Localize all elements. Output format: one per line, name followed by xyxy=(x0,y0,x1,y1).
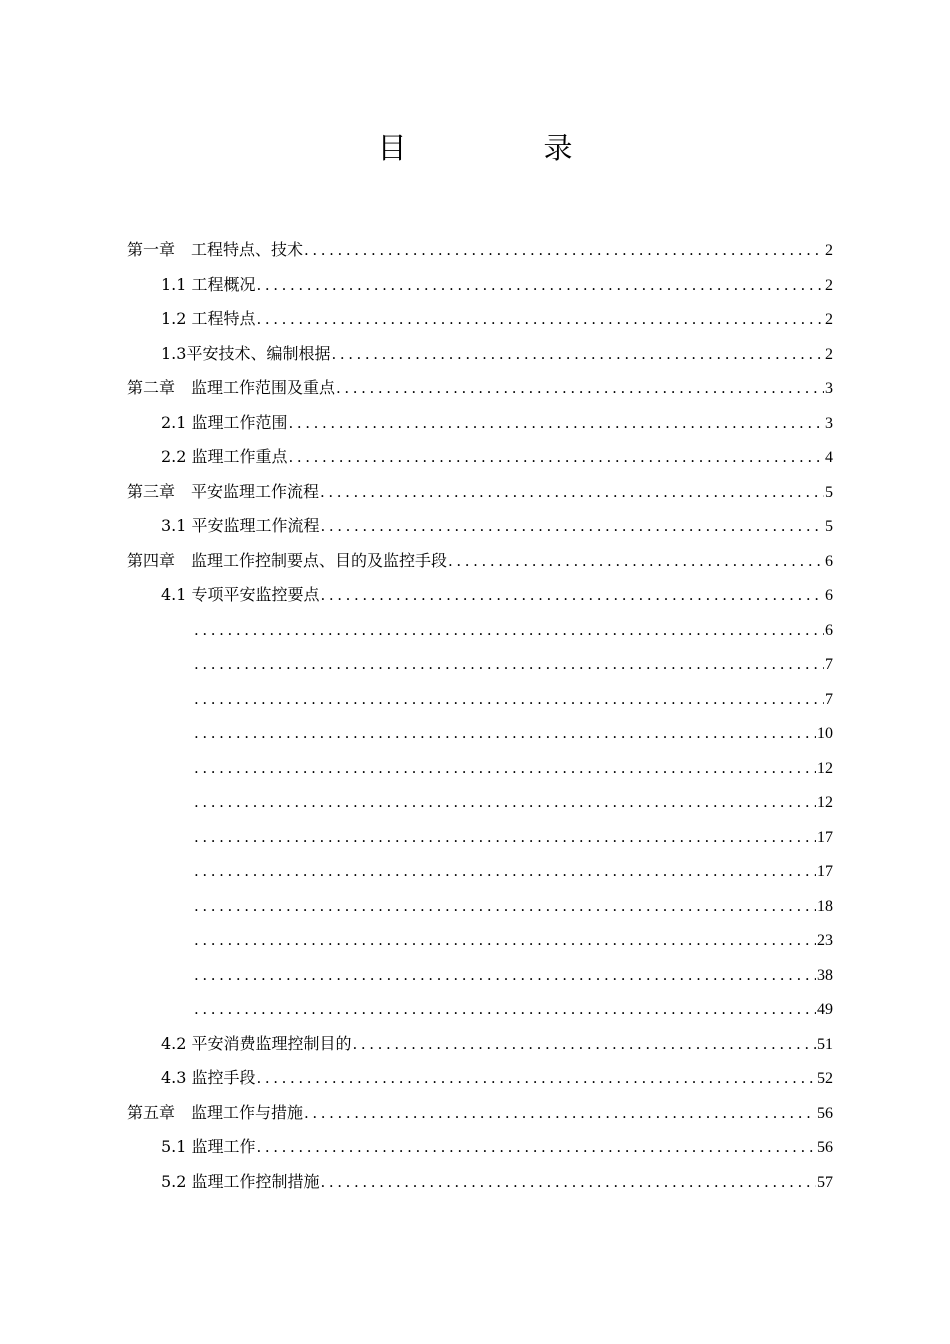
toc-entry[interactable] xyxy=(127,613,833,648)
toc-dot-leader xyxy=(320,475,824,510)
toc-page-number: 57 xyxy=(817,1173,833,1191)
toc-page-number: 17 xyxy=(817,863,833,880)
toc-entry[interactable] xyxy=(127,785,833,820)
toc-page-number: 5 xyxy=(825,483,833,501)
toc-entry[interactable] xyxy=(127,268,833,303)
toc-dot-leader xyxy=(194,682,824,717)
toc-page-number: 38 xyxy=(817,966,833,984)
toc-entry[interactable] xyxy=(127,371,833,406)
toc-page-number: 6 xyxy=(825,552,833,570)
toc-page-number: 2 xyxy=(825,276,833,294)
toc-entry-label: 5.2 监理工作控制措施 xyxy=(161,1171,320,1191)
toc-entry[interactable] xyxy=(127,302,833,337)
toc-entry[interactable] xyxy=(127,992,833,1027)
toc-entry[interactable] xyxy=(127,647,833,682)
toc-dot-leader xyxy=(304,1096,816,1131)
page-title: 目 录 xyxy=(377,131,627,165)
toc-dot-leader xyxy=(257,1130,816,1165)
toc-entry[interactable] xyxy=(127,716,833,751)
toc-entry[interactable] xyxy=(127,233,833,268)
toc-dot-leader xyxy=(194,785,816,820)
toc-dot-leader xyxy=(194,958,816,993)
toc-page-number: 2 xyxy=(825,345,833,363)
toc-dot-leader xyxy=(336,371,824,406)
toc-dot-leader xyxy=(353,1027,816,1062)
toc-page-number: 4 xyxy=(825,449,833,466)
toc-dot-leader xyxy=(321,578,824,613)
toc-dot-leader xyxy=(194,820,816,855)
toc-dot-leader xyxy=(289,406,824,441)
toc-page-number: 5 xyxy=(825,518,833,535)
toc-entry[interactable] xyxy=(127,440,833,475)
toc-entry-label: 第一章 工程特点、技术 xyxy=(127,240,304,259)
toc-entry-label: 第四章 监理工作控制要点、目的及监控手段 xyxy=(127,550,448,570)
toc-dot-leader xyxy=(321,509,824,544)
toc-dot-leader xyxy=(194,751,816,786)
toc-page-number: 17 xyxy=(817,828,833,846)
toc-entry[interactable] xyxy=(127,923,833,958)
toc-dot-leader xyxy=(331,337,824,372)
toc-page-number: 56 xyxy=(817,1139,833,1156)
toc-dot-leader xyxy=(257,268,824,303)
toc-entry[interactable] xyxy=(127,1027,833,1062)
toc-page-number: 51 xyxy=(817,1035,833,1053)
toc-page-number: 7 xyxy=(825,690,833,708)
toc-dot-leader xyxy=(194,889,816,924)
toc-entry-label: 1.3平安技术、编制根据 xyxy=(161,343,331,363)
toc-entry[interactable] xyxy=(127,820,833,855)
toc-page-number: 49 xyxy=(817,1001,833,1018)
toc-entry[interactable] xyxy=(127,544,833,579)
toc-entry-label: 2.2 监理工作重点 xyxy=(161,447,288,466)
toc-dot-leader xyxy=(257,1061,816,1096)
toc-dot-leader xyxy=(448,544,824,579)
toc-page-number: 12 xyxy=(817,794,833,811)
toc-page-number: 18 xyxy=(817,897,833,915)
toc-entry[interactable] xyxy=(127,1130,833,1165)
toc-entry[interactable] xyxy=(127,1061,833,1096)
toc-dot-leader xyxy=(194,613,824,648)
toc-entry-label: 1.2 工程特点 xyxy=(161,309,256,328)
toc-page-number: 6 xyxy=(825,621,833,639)
toc-entry[interactable] xyxy=(127,475,833,510)
toc-dot-leader xyxy=(321,1165,816,1200)
toc-dot-leader xyxy=(194,647,824,682)
toc-dot-leader xyxy=(289,440,824,475)
toc-entry[interactable] xyxy=(127,958,833,993)
toc-page-number: 52 xyxy=(817,1070,833,1087)
toc-dot-leader xyxy=(194,923,816,958)
table-of-contents xyxy=(127,233,833,1199)
toc-entry-label: 2.1 监理工作范围 xyxy=(161,412,288,432)
toc-entry[interactable] xyxy=(127,682,833,717)
toc-entry-label: 第三章 平安监理工作流程 xyxy=(127,481,320,501)
toc-page-number: 3 xyxy=(825,414,833,432)
toc-entry-label: 4.1 专项平安监控要点 xyxy=(161,585,320,604)
toc-page-number: 7 xyxy=(825,656,833,673)
toc-dot-leader xyxy=(194,992,816,1027)
toc-entry-label: 4.2 平安消费监理控制目的 xyxy=(161,1033,352,1053)
toc-entry-label: 第二章 监理工作范围及重点 xyxy=(127,378,336,397)
toc-page-number: 12 xyxy=(817,759,833,777)
toc-entry[interactable] xyxy=(127,854,833,889)
toc-entry[interactable] xyxy=(127,1165,833,1200)
toc-dot-leader xyxy=(304,233,824,268)
toc-page-number: 2 xyxy=(825,242,833,259)
toc-entry-label: 4.3 监控手段 xyxy=(161,1068,256,1087)
toc-page-number: 6 xyxy=(825,587,833,604)
toc-page-number: 2 xyxy=(825,311,833,328)
toc-page-number: 23 xyxy=(817,932,833,949)
toc-dot-leader xyxy=(194,716,816,751)
toc-page-number: 56 xyxy=(817,1104,833,1122)
toc-entry[interactable] xyxy=(127,337,833,372)
toc-entry-label: 5.1 监理工作 xyxy=(161,1137,256,1156)
toc-entry[interactable] xyxy=(127,751,833,786)
toc-dot-leader xyxy=(194,854,816,889)
toc-entry[interactable] xyxy=(127,578,833,613)
toc-entry-label: 3.1 平安监理工作流程 xyxy=(161,516,320,535)
toc-entry[interactable] xyxy=(127,889,833,924)
toc-entry[interactable] xyxy=(127,1096,833,1131)
toc-entry[interactable] xyxy=(127,406,833,441)
toc-page-number: 3 xyxy=(825,380,833,397)
toc-entry-label: 第五章 监理工作与措施 xyxy=(127,1102,304,1122)
toc-entry[interactable] xyxy=(127,509,833,544)
toc-page-number: 10 xyxy=(817,725,833,742)
toc-entry-label: 1.1 工程概况 xyxy=(161,274,256,294)
toc-dot-leader xyxy=(257,302,824,337)
